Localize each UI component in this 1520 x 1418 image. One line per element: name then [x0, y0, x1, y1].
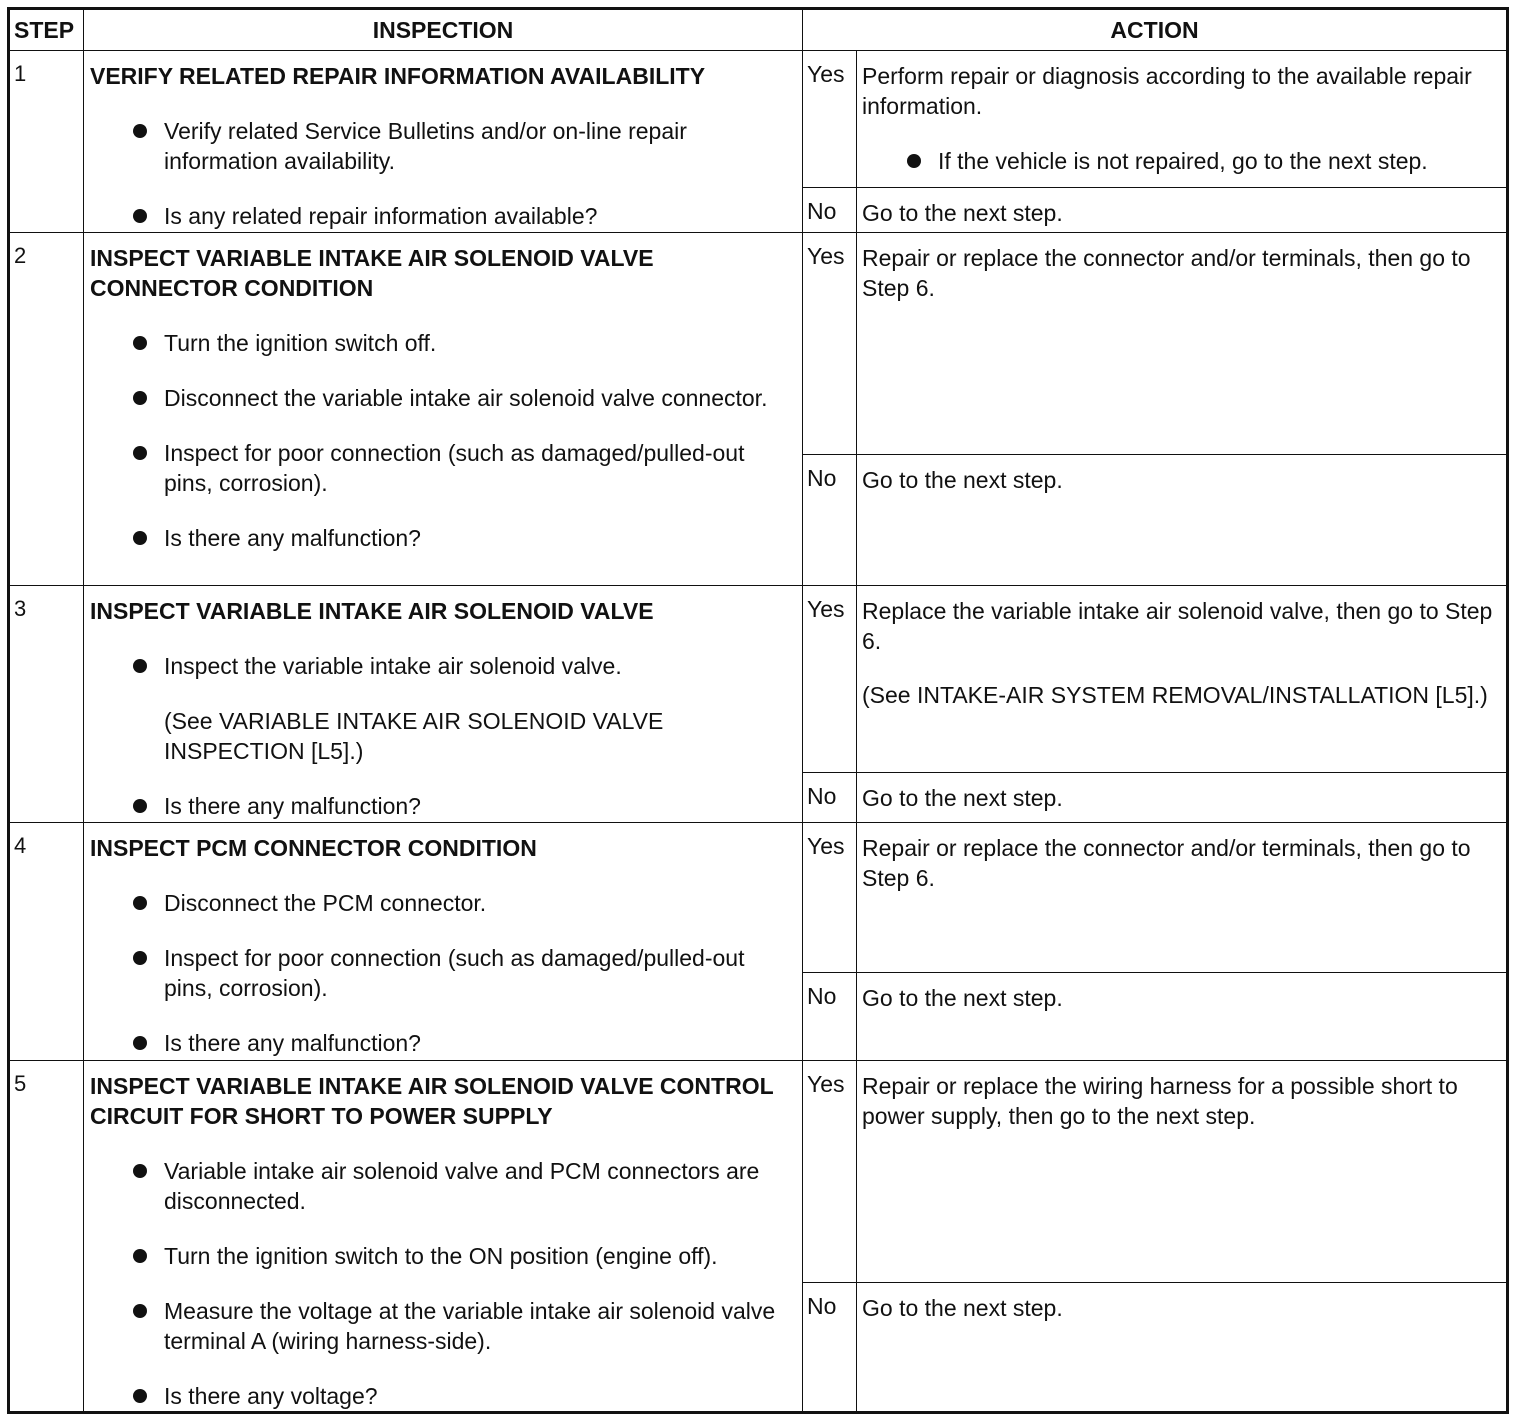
bullet-item: Inspect for poor connection (such as damaged/pulled-out pins, corrosion).	[164, 943, 790, 1003]
step-3-yes-row	[9, 586, 1508, 773]
bullet-item: Variable intake air solenoid valve and PCM connectors are disconnected.	[164, 1156, 790, 1216]
diagnostic-table	[7, 7, 1509, 1414]
yes-action: Repair or replace the connector and/or terminals, then go to Step 6.	[857, 233, 1508, 455]
step-2-yes-row	[9, 233, 1508, 455]
yes-label: Yes	[803, 1061, 857, 1283]
bullet-item: Is any related repair information available?	[164, 201, 790, 231]
no-label: No	[803, 188, 857, 233]
step-title: INSPECT PCM CONNECTOR CONDITION	[90, 835, 537, 861]
bullet-item: Inspect the variable intake air solenoid valve.	[164, 651, 790, 681]
yes-action: Repair or replace the connector and/or terminals, then go to Step 6.	[857, 823, 1508, 973]
step-title: INSPECT VARIABLE INTAKE AIR SOLENOID VALVE CONTROL CIRCUIT FOR SHORT TO POWER SUPPLY	[90, 1073, 774, 1129]
reference-note: (See VARIABLE INTAKE AIR SOLENOID VALVE INSPECTION [L5].)	[164, 708, 664, 764]
bullet-item: Verify related Service Bulletins and/or on-line repair information availability.	[164, 116, 790, 176]
yes-action	[857, 586, 1508, 773]
step-inspection	[84, 823, 803, 1061]
yes-action: Repair or replace the wiring harness for a possible short to power supply, then go to the next step.	[857, 1061, 1508, 1283]
step-number: 5	[9, 1061, 84, 1413]
header-row	[9, 9, 1508, 51]
step-number: 2	[9, 233, 84, 586]
action-text: Replace the variable intake air solenoid valve, then go to Step 6.	[862, 598, 1493, 654]
inspection-bullets	[90, 888, 790, 1058]
yes-label: Yes	[803, 233, 857, 455]
inspection-bullets	[90, 328, 790, 553]
inspection-bullets	[90, 791, 790, 821]
inspection-bullets	[90, 1156, 790, 1411]
no-action: Go to the next step.	[857, 188, 1508, 233]
bullet-item: Turn the ignition switch off.	[164, 328, 790, 358]
step-5-yes-row	[9, 1061, 1508, 1283]
step-title: INSPECT VARIABLE INTAKE AIR SOLENOID VALVE CONNECTOR CONDITION	[90, 245, 654, 301]
inspection-bullets	[90, 651, 790, 681]
step-number: 4	[9, 823, 84, 1061]
no-action: Go to the next step.	[857, 773, 1508, 823]
bullet-item: Disconnect the variable intake air solenoid valve connector.	[164, 383, 790, 413]
yes-label: Yes	[803, 51, 857, 188]
step-header: STEP	[9, 9, 84, 51]
bullet-item: Inspect for poor connection (such as damaged/pulled-out pins, corrosion).	[164, 438, 790, 498]
step-title: VERIFY RELATED REPAIR INFORMATION AVAILABILITY	[90, 63, 706, 89]
no-action: Go to the next step.	[857, 973, 1508, 1061]
yes-label: Yes	[803, 823, 857, 973]
step-number: 1	[9, 51, 84, 233]
yes-action	[857, 51, 1508, 188]
step-inspection	[84, 1061, 803, 1413]
inspection-bullets	[90, 116, 790, 231]
action-text: Perform repair or diagnosis according to the available repair information.	[862, 63, 1472, 119]
action-bullets	[862, 146, 1500, 176]
step-title: INSPECT VARIABLE INTAKE AIR SOLENOID VALVE	[90, 598, 654, 624]
no-action: Go to the next step.	[857, 1283, 1508, 1413]
no-action: Go to the next step.	[857, 455, 1508, 586]
no-label: No	[803, 455, 857, 586]
bullet-item: If the vehicle is not repaired, go to the next step.	[938, 146, 1500, 176]
step-inspection	[84, 51, 803, 233]
yes-label: Yes	[803, 586, 857, 773]
bullet-item: Turn the ignition switch to the ON position (engine off).	[164, 1241, 790, 1271]
step-1-yes-row	[9, 51, 1508, 188]
no-label: No	[803, 773, 857, 823]
bullet-item: Measure the voltage at the variable intake air solenoid valve terminal A (wiring harness-side).	[164, 1296, 790, 1356]
step-4-yes-row	[9, 823, 1508, 973]
action-header: ACTION	[803, 9, 1508, 51]
bullet-item: Is there any malfunction?	[164, 791, 790, 821]
bullet-item: Disconnect the PCM connector.	[164, 888, 790, 918]
reference-note: (See INTAKE-AIR SYSTEM REMOVAL/INSTALLATION [L5].)	[862, 682, 1488, 708]
bullet-item: Is there any malfunction?	[164, 523, 790, 553]
bullet-item: Is there any malfunction?	[164, 1028, 790, 1058]
no-label: No	[803, 1283, 857, 1413]
step-inspection	[84, 586, 803, 823]
bullet-item: Is there any voltage?	[164, 1381, 790, 1411]
step-inspection	[84, 233, 803, 586]
inspection-header: INSPECTION	[84, 9, 803, 51]
no-label: No	[803, 973, 857, 1061]
step-number: 3	[9, 586, 84, 823]
